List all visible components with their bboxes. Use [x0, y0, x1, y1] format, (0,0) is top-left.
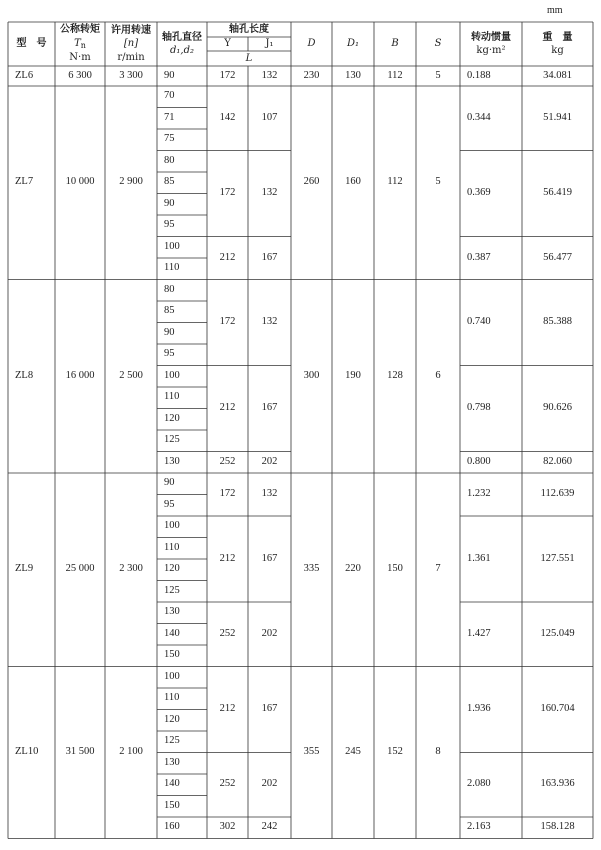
bore-cell: 150 — [164, 799, 180, 811]
bore-cell: 150 — [164, 649, 180, 661]
header-bore — [157, 22, 207, 66]
bore-cell: 120 — [164, 713, 180, 725]
inertia-cell: 2.163 — [467, 821, 491, 833]
length-j1-cell: 132 — [261, 488, 278, 500]
bore-cell: 140 — [164, 627, 180, 639]
header-mass-unit: kg — [551, 45, 564, 56]
inertia-cell: 1.427 — [467, 627, 491, 639]
bore-cell: 110 — [164, 541, 180, 553]
bore-cell: 95 — [164, 498, 175, 510]
bore-cell: 85 — [164, 176, 175, 188]
S-cell: 7 — [435, 563, 441, 575]
speed-cell: 2 900 — [119, 176, 143, 188]
B-cell: 128 — [387, 369, 403, 381]
length-y-cell: 172 — [219, 488, 236, 500]
header-length-j1-label: J₁ — [265, 38, 274, 50]
bore-cell: 71 — [164, 111, 175, 123]
header-D1 — [332, 22, 374, 66]
header-length-title: 轴孔长度 — [229, 23, 269, 35]
B-cell: 112 — [387, 176, 403, 188]
D1-cell: 220 — [345, 563, 361, 575]
speed-cell: 2 500 — [119, 369, 143, 381]
mass-cell: 158.128 — [540, 821, 575, 833]
bore-cell: 90 — [164, 477, 175, 489]
length-y-cell: 252 — [219, 778, 236, 790]
length-j1-cell: 202 — [261, 627, 278, 639]
length-j1-cell: 202 — [261, 455, 278, 467]
bore-cell: 90 — [164, 197, 175, 209]
header-S — [416, 22, 460, 66]
bore-cell: 110 — [164, 692, 180, 704]
header-bore-title: 轴孔直径 — [162, 31, 202, 43]
header-bore-symbols: d₁,d₂ — [170, 45, 194, 56]
model-cell: ZL9 — [15, 563, 34, 575]
bore-cell: 75 — [164, 133, 175, 145]
header-S-label: S — [434, 38, 442, 50]
header-length-l-label: L — [245, 52, 253, 64]
length-j1-cell: 107 — [261, 111, 278, 123]
header-B-label: B — [391, 38, 399, 50]
mass-cell: 56.419 — [543, 187, 572, 199]
header-torque-title: 公称转矩 — [60, 24, 100, 36]
header-speed — [105, 22, 157, 66]
torque-cell: 6 300 — [68, 69, 92, 81]
speed-cell: 3 300 — [119, 69, 143, 81]
D1-cell: 160 — [345, 176, 361, 188]
length-j1-cell: 167 — [261, 251, 278, 263]
inertia-cell: 0.188 — [467, 69, 491, 81]
bore-cell: 125 — [164, 584, 180, 596]
length-y-cell: 212 — [219, 402, 236, 414]
header-length-y — [207, 37, 248, 51]
D1-cell: 245 — [345, 746, 361, 758]
length-j1-cell: 132 — [261, 69, 278, 81]
model-cell: ZL6 — [15, 69, 34, 81]
D-cell: 260 — [303, 176, 320, 188]
bore-cell: 100 — [164, 240, 180, 252]
length-y-cell: 172 — [219, 316, 236, 328]
D-cell: 230 — [303, 69, 320, 81]
length-y-cell: 212 — [219, 552, 236, 564]
S-cell: 8 — [435, 746, 441, 758]
B-cell: 152 — [387, 746, 403, 758]
mass-cell: 34.081 — [543, 69, 572, 81]
inertia-cell: 2.080 — [467, 778, 491, 790]
inertia-cell: 1.232 — [467, 488, 491, 500]
bore-cell: 90 — [164, 326, 175, 338]
S-cell: 6 — [435, 369, 441, 381]
length-j1-cell: 202 — [261, 778, 278, 790]
speed-cell: 2 300 — [119, 563, 143, 575]
bore-cell: 80 — [164, 283, 175, 295]
mass-cell: 163.936 — [540, 778, 575, 790]
length-j1-cell: 167 — [261, 552, 278, 564]
header-length-j1 — [248, 37, 291, 51]
inertia-cell: 1.936 — [467, 703, 491, 715]
bore-cell: 120 — [164, 563, 180, 575]
inertia-cell: 0.800 — [467, 455, 491, 467]
header-torque — [55, 22, 105, 66]
length-j1-cell: 132 — [261, 187, 278, 199]
bore-cell: 125 — [164, 735, 180, 747]
mass-cell: 160.704 — [540, 703, 575, 715]
inertia-cell: 0.740 — [467, 316, 491, 328]
length-y-cell: 142 — [219, 111, 236, 123]
torque-cell: 16 000 — [65, 369, 95, 381]
S-cell: 5 — [435, 176, 441, 188]
length-j1-cell: 242 — [261, 821, 278, 833]
header-inertia-title: 转动惯量 — [471, 31, 511, 43]
torque-cell: 31 500 — [65, 746, 95, 758]
length-y-cell: 172 — [219, 69, 236, 81]
bore-cell: 140 — [164, 778, 180, 790]
unit-label: mm — [547, 5, 563, 16]
length-y-cell: 252 — [219, 627, 236, 639]
header-D-label: D — [307, 38, 316, 50]
header-model-label: 型 号 — [16, 38, 47, 50]
coupling-spec-table — [8, 22, 593, 833]
length-y-cell: 252 — [219, 455, 236, 467]
header-mass-title: 重 量 — [542, 31, 573, 43]
model-cell: ZL7 — [15, 176, 34, 188]
header-torque-unit: N·m — [69, 52, 91, 64]
model-cell: ZL8 — [15, 369, 34, 381]
bore-cell: 95 — [164, 348, 175, 360]
bore-cell: 100 — [164, 520, 180, 532]
header-torque-symbol: $T_n$ — [74, 37, 86, 50]
B-cell: 112 — [387, 69, 403, 81]
length-y-cell: 212 — [219, 251, 236, 263]
header-length-y-label: Y — [224, 38, 231, 50]
header-mass — [522, 22, 593, 66]
mass-cell: 90.626 — [543, 402, 572, 414]
speed-cell: 2 100 — [119, 746, 143, 758]
length-y-cell: 302 — [219, 821, 236, 833]
S-cell: 5 — [435, 69, 441, 81]
bore-cell: 80 — [164, 154, 175, 166]
inertia-cell: 0.387 — [467, 251, 491, 263]
header-B — [374, 22, 416, 66]
length-j1-cell: 167 — [261, 703, 278, 715]
mass-cell: 85.388 — [543, 316, 572, 328]
D1-cell: 190 — [345, 369, 361, 381]
inertia-cell: 0.798 — [467, 402, 491, 414]
header-model — [8, 22, 55, 66]
mass-cell: 56.477 — [543, 251, 572, 263]
header-inertia — [460, 22, 522, 66]
torque-cell: 25 000 — [65, 563, 95, 575]
bore-cell: 130 — [164, 756, 180, 768]
header-D1-label: D₁ — [346, 38, 360, 50]
header-length-l — [207, 51, 291, 66]
length-y-cell: 172 — [219, 187, 236, 199]
inertia-cell: 0.369 — [467, 187, 491, 199]
bore-cell: 85 — [164, 305, 175, 317]
bore-cell: 110 — [164, 262, 180, 274]
model-cell: ZL10 — [15, 746, 39, 758]
bore-cell: 95 — [164, 219, 175, 231]
bore-cell: 125 — [164, 434, 180, 446]
bore-cell: 120 — [164, 412, 180, 424]
bore-cell: 100 — [164, 670, 180, 682]
inertia-cell: 0.344 — [467, 111, 491, 123]
D1-cell: 130 — [345, 69, 361, 81]
bore-cell: 70 — [164, 90, 175, 102]
D-cell: 300 — [303, 369, 320, 381]
header-length — [207, 22, 291, 37]
mass-cell: 112.639 — [540, 488, 575, 500]
B-cell: 150 — [387, 563, 403, 575]
length-j1-cell: 167 — [261, 402, 278, 414]
bore-cell: 90 — [164, 69, 175, 81]
mass-cell: 82.060 — [543, 455, 572, 467]
header-inertia-unit: kg·m² — [476, 45, 506, 56]
mass-cell: 125.049 — [540, 627, 575, 639]
length-j1-cell: 132 — [261, 316, 278, 328]
header-D — [291, 22, 332, 66]
length-y-cell: 212 — [219, 703, 236, 715]
bore-cell: 160 — [164, 821, 180, 833]
inertia-cell: 1.361 — [467, 552, 491, 564]
mass-cell: 127.551 — [540, 552, 575, 564]
D-cell: 335 — [303, 563, 320, 575]
D-cell: 355 — [303, 746, 320, 758]
mass-cell: 51.941 — [543, 111, 572, 123]
bore-cell: 130 — [164, 606, 180, 618]
torque-cell: 10 000 — [65, 176, 95, 188]
header-speed-title: 许用转速 — [111, 24, 151, 36]
header-speed-unit: r/min — [117, 51, 145, 63]
bore-cell: 110 — [164, 391, 180, 403]
bore-cell: 100 — [164, 369, 180, 381]
bore-cell: 130 — [164, 455, 180, 467]
header-speed-symbol: [n] — [123, 38, 139, 50]
